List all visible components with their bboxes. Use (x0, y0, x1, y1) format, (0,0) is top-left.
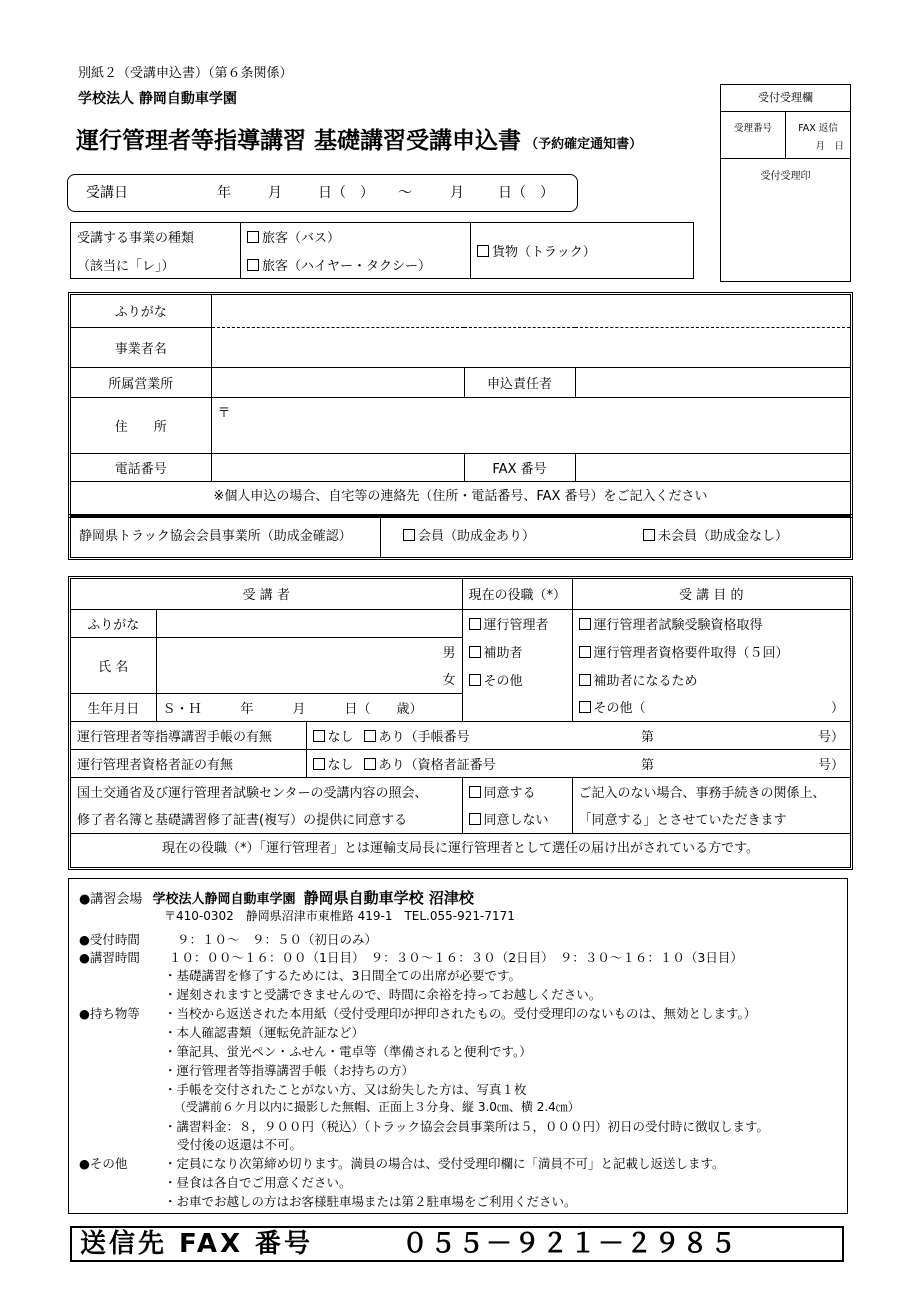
consent-label-1: 国土交通省及び運行管理者試験センターの受講内容の照会、 (71, 777, 462, 805)
checkbox-icon (469, 674, 481, 686)
role-empty-cell (462, 693, 572, 721)
checkbox-icon (579, 646, 591, 658)
page-title (76, 122, 642, 155)
phone-field[interactable] (211, 453, 464, 481)
checkbox-icon (579, 618, 591, 630)
page-title-note: （予約確定通知書） (525, 137, 643, 152)
certificate-go: 号） (817, 757, 844, 773)
trainee-name-field-2[interactable] (156, 665, 462, 693)
handbook-go: 号） (817, 729, 844, 745)
other-line: ・昼食は各自でご用意ください。 (164, 1175, 352, 1190)
business-type-bus-label: 旅客（バス） (262, 231, 341, 247)
purpose-other[interactable] (572, 693, 850, 721)
venue-label: ●講習会場 (79, 892, 143, 907)
course-time-label: ●講習時間 (79, 950, 140, 965)
attendance-year: 年 (217, 185, 231, 201)
business-type-hire-label: 旅客（ハイヤー・タクシー） (262, 258, 432, 274)
attendance-month: 月 (268, 185, 282, 201)
item-line: ・本人確認書類（運転免許証など） (164, 1025, 365, 1040)
business-type-truck[interactable] (471, 223, 694, 279)
manager-label: 申込責任者 (464, 367, 575, 397)
checkbox-icon (313, 758, 325, 770)
item-line: ・講習料金：８，９００円（税込）（トラック協会会員事業所は５，０００円）初日の受付時に徴収します。 (164, 1119, 770, 1134)
page-title-main: 運行管理者等指導講習 基礎講習受講申込書 (76, 128, 522, 154)
role-header: 現在の役職（*） (462, 579, 572, 609)
reception-box (720, 84, 851, 282)
certificate-no: 第 (641, 757, 655, 773)
handbook-no: 第 (641, 729, 655, 745)
attendance-label: 受講日 (86, 185, 128, 201)
consent-note-2: 「同意する」とさせていただきます (572, 805, 850, 833)
fax-label: FAX 番号 (464, 453, 575, 481)
business-type-label: 受講する事業の種類 (71, 223, 241, 251)
business-type-bus[interactable] (241, 223, 471, 251)
certificate-has[interactable]: あり（資格者証番号 (378, 757, 496, 773)
handbook-label: 運行管理者等指導講習手帳の有無 (71, 721, 306, 749)
role-operator[interactable] (462, 609, 572, 637)
reception-time-label: ●受付時間 (79, 932, 140, 947)
checkbox-icon (477, 245, 489, 257)
checkbox-icon (247, 231, 259, 243)
checkbox-icon (247, 259, 259, 271)
purpose-other-close: ） (830, 701, 844, 717)
item-line: ・運行管理者等指導講習手帳（お持ちの方） (164, 1063, 415, 1078)
association-nonmember[interactable] (643, 517, 788, 557)
gender-female[interactable]: 女 (442, 673, 456, 689)
other-line: ・定員になり次第締め切ります。満員の場合は、受付受理印欄に「満員不可」と記載し返送します。 (164, 1156, 725, 1171)
trainee-name-label: 氏 名 (71, 637, 156, 693)
venue-org: 学校法人静岡自動車学園 (152, 892, 296, 907)
purpose-requirement[interactable] (572, 637, 850, 665)
reception-title: 受付受理欄 (721, 85, 850, 112)
handbook-none[interactable]: なし (327, 729, 354, 745)
reception-date-label: 月 日 (815, 141, 844, 152)
item-line: （受講前６ケ月以内に撮影した無帽、正面上３分身、縦 3.0㎝、横 2.4㎝） (174, 1100, 580, 1114)
birth-label: 生年月日 (71, 693, 156, 721)
attendance-tilde: ～ (398, 185, 412, 201)
checkbox-icon (469, 786, 481, 798)
checkbox-icon (469, 618, 481, 630)
info-box (68, 878, 848, 1214)
attendance-day-start: 日（ ） (318, 185, 374, 201)
annex-label: 別紙２（受講申込書）（第６条関係） (78, 66, 293, 81)
fax-reply-label: FAX 返信 (798, 123, 838, 134)
attendance-day-end: 日（ ） (498, 185, 554, 201)
purpose-assistant[interactable] (572, 665, 850, 693)
company-info-table (71, 295, 850, 507)
org-name: 学校法人 静岡自動車学園 (78, 91, 237, 107)
role-assistant-label: 補助者 (483, 645, 523, 661)
birth-field[interactable]: Ｓ・Ｈ 年 月 日（ 歳） (156, 693, 462, 721)
gender-male[interactable]: 男 (442, 645, 456, 661)
trainee-table (71, 579, 850, 859)
association-label: 静岡県トラック協会会員事業所（助成金確認） (71, 517, 381, 557)
attendance-date-box[interactable] (67, 174, 578, 212)
fax-banner (70, 1226, 844, 1262)
certificate-none[interactable]: なし (327, 757, 354, 773)
venue-address: 〒410-0302 静岡県沼津市東椎路 419-1 TEL.055-921-7171 (164, 909, 515, 923)
business-type-truck-label: 貨物（トラック） (492, 245, 596, 260)
role-other[interactable] (462, 665, 572, 693)
role-operator-label: 運行管理者 (483, 617, 549, 633)
checkbox-icon (403, 529, 415, 541)
item-line: ・当校から返送された本用紙（受付受理印が押印されたもの。受付受理印のないものは、無効とします。） (164, 1006, 757, 1021)
trainee-furigana-label: ふりがな (71, 609, 156, 637)
business-type-table (70, 222, 694, 279)
course-time: １０：００～１６：００（1日目） ９：３０～１６：３０（2日目） ９：３０～１６：１０（3日目） (169, 950, 743, 965)
association-member[interactable] (403, 517, 535, 557)
trainee-header: 受 講 者 (71, 579, 462, 609)
role-other-label: その他 (483, 673, 523, 689)
trainee-name-field[interactable] (156, 637, 462, 665)
consent-label-2: 修了者名簿と基礎講習修了証書(複写）の提供に同意する (71, 805, 462, 833)
consent-note-1: ご記入のない場合、事務手続きの関係上、 (572, 777, 850, 805)
association-block (68, 514, 853, 560)
association-member-label: 会員（助成金あり） (418, 529, 536, 544)
certificate-field[interactable] (306, 749, 850, 777)
fax-banner-number: ０５５－９２１－２９８５ (402, 1229, 739, 1259)
course-note: ・遅刻されますと受講できませんので、時間に余裕を持ってお越しください。 (164, 987, 602, 1002)
furigana-field[interactable] (211, 295, 850, 327)
venue-name: 静岡県自動車学校 沼津校 (303, 889, 474, 907)
other-line: ・お車でお越しの方はお客様駐車場または第２駐車場をご利用ください。 (164, 1194, 577, 1209)
attendance-month-end: 月 (450, 185, 464, 201)
company-name-label: 事業者名 (71, 327, 211, 367)
purpose-assistant-label: 補助者になるため (593, 673, 698, 689)
office-field[interactable] (211, 367, 464, 397)
association-nonmember-label: 未会員（助成金なし） (658, 529, 789, 544)
trainee-furigana-field[interactable] (156, 609, 462, 637)
checkbox-icon (469, 646, 481, 658)
manager-field[interactable] (575, 367, 850, 397)
checkbox-icon (579, 701, 591, 713)
checkbox-icon (313, 730, 325, 742)
trainee-block (68, 576, 853, 870)
address-label: 住 所 (71, 397, 211, 453)
fax-banner-label: 送信先 FAX 番号 (80, 1229, 314, 1259)
reception-stamp-label: 受付受理印 (760, 171, 811, 182)
consent-agree[interactable] (462, 777, 572, 805)
phone-label: 電話番号 (71, 453, 211, 481)
reception-number-label: 受理番号 (721, 112, 786, 158)
consent-disagree-label: 同意しない (483, 813, 549, 829)
office-label: 所属営業所 (71, 367, 211, 397)
postal-mark: 〒 (217, 405, 231, 421)
furigana-label: ふりがな (71, 295, 211, 327)
purpose-other-label: その他（ (593, 701, 646, 717)
fax-field[interactable] (575, 453, 850, 481)
course-note: ・基礎講習を修了するためには、3日間全ての出席が必要です。 (164, 968, 521, 983)
purpose-exam[interactable] (572, 609, 850, 637)
reception-time: ９：１０～ ９：５０（初日のみ） (177, 932, 378, 947)
checkbox-icon (364, 730, 376, 742)
purpose-header: 受 講 目 的 (572, 579, 850, 609)
checkbox-icon (469, 813, 481, 825)
item-line: 受付後の返還は不可。 (177, 1137, 303, 1152)
business-type-hire[interactable] (241, 251, 471, 279)
item-line: ・手帳を交付されたことがない方、又は紛失した方は、写真１枚 (164, 1082, 527, 1097)
purpose-exam-label: 運行管理者試験受験資格取得 (593, 617, 763, 633)
certificate-label: 運行管理者資格者証の有無 (71, 749, 306, 777)
handbook-field[interactable] (306, 721, 850, 749)
consent-agree-label: 同意する (483, 785, 536, 801)
role-note: 現在の役職（*）「運行管理者」とは運輸支局長に運行管理者として選任の届け出がされている方です。 (71, 833, 850, 859)
business-type-hint: （該当に「レ」） (71, 251, 241, 279)
company-info-block (68, 292, 853, 518)
role-assistant[interactable] (462, 637, 572, 665)
handbook-has[interactable]: あり（手帳番号 (378, 729, 470, 745)
item-line: ・筆記具、蛍光ペン・ふせん・電卓等（準備されると便利です。） (164, 1044, 532, 1059)
checkbox-icon (643, 529, 655, 541)
address-field[interactable] (211, 397, 850, 453)
checkbox-icon (579, 674, 591, 686)
personal-note: ※個人申込の場合、自宅等の連絡先（住所・電話番号、FAX 番号）をご記入ください (71, 481, 850, 507)
purpose-requirement-label: 運行管理者資格要件取得（５回） (593, 645, 789, 661)
other-label: ●その他 (79, 1156, 128, 1171)
consent-disagree[interactable] (462, 805, 572, 833)
items-label: ●持ち物等 (79, 1006, 140, 1021)
company-name-field[interactable] (211, 327, 850, 367)
checkbox-icon (364, 758, 376, 770)
